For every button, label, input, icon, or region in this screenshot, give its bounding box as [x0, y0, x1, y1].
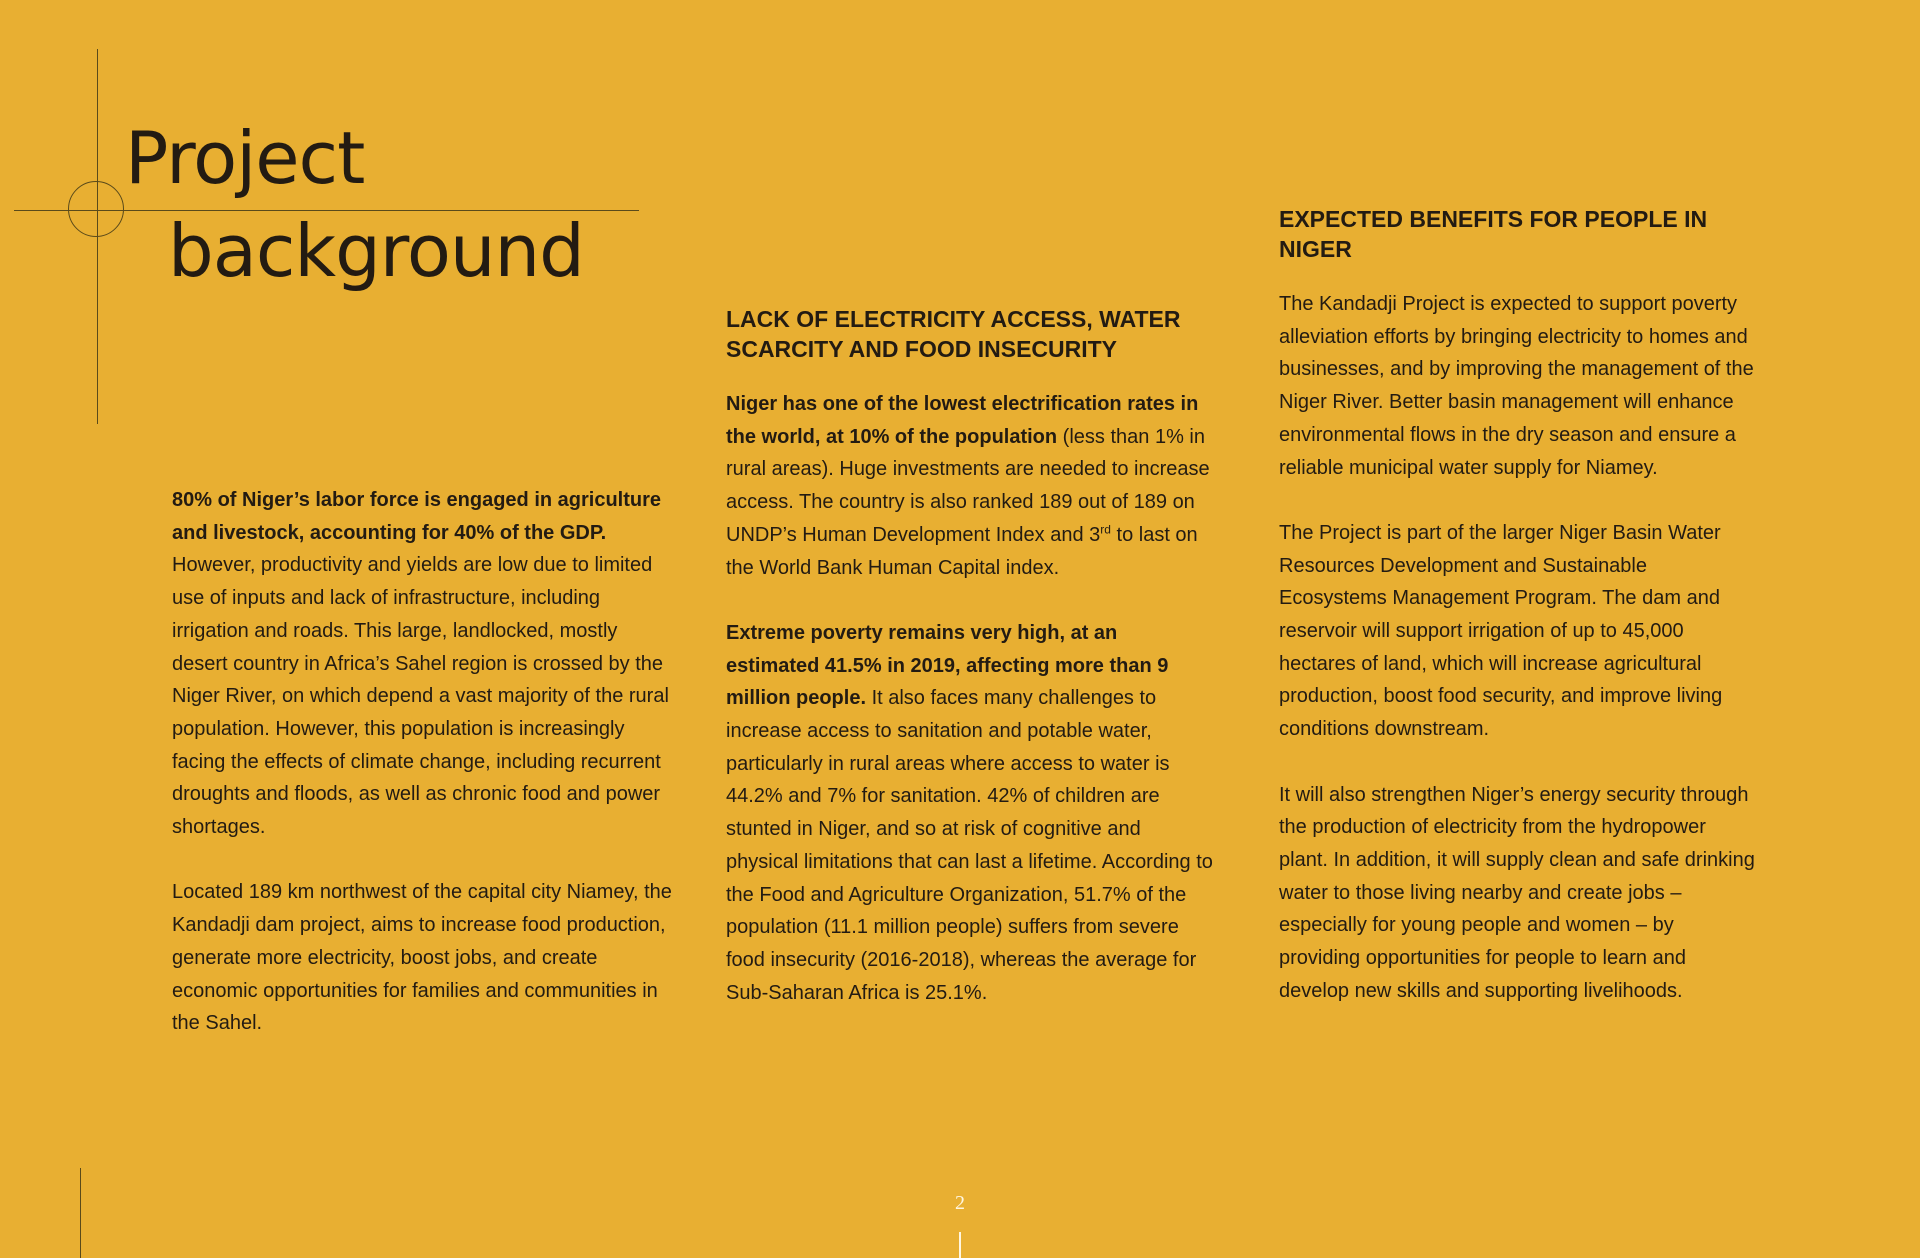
- challenges-paragraph-2-text: It also faces many challenges to increase access to sanitation and potable water, particularly in rural areas where access to water is 44.2% and 7% for sanitation. 42% of children are stunted in Niger, and so at risk of cognitive and physical limitations that can last a lifetime. According to the Food and Agriculture Organization, 51.7% of the population (11.1 million people) suffers from severe food insecurity (2016-2018), whereas the average for Sub-Saharan Africa is 25.1%.: [726, 687, 1213, 1004]
- benefits-paragraph-1: The Kandadji Project is expected to support poverty alleviation efforts by bringing electricity to homes and businesses, and by improving the management of the Niger River. Better basin management will enhance environmental flows in the dry season and ensure a reliable municipal water supply for Niamey.: [1279, 293, 1754, 479]
- page-title: [125, 112, 584, 298]
- page-number: 2: [955, 1192, 965, 1214]
- intro-paragraph-1-text: However, productivity and yields are low due to limited use of inputs and lack of infrastructure, including irrigation and roads. This large, landlocked, mostly desert country in Africa’s Sahel region is crossed by the Niger River, on which depend a vast majority of the rural population. However, this population is increasingly facing the effects of climate change, including recurrent droughts and floods, as well as chronic food and power shortages.: [172, 554, 669, 839]
- challenges-paragraph-2: [726, 617, 1216, 1009]
- challenges-paragraph-2-bold: Extreme poverty remains very high, at an estimated 41.5% in 2019, affecting more than 9 million people.: [726, 621, 1169, 710]
- column-intro: [172, 484, 672, 1073]
- challenges-paragraph-1-bold: Niger has one of the lowest electrification rates in the world, at 10% of the population: [726, 393, 1199, 448]
- challenges-paragraph-1: [726, 388, 1216, 584]
- page-title-line-1: Project: [125, 116, 365, 200]
- bottom-left-rule: [80, 1168, 81, 1258]
- column-challenges: [726, 304, 1216, 1042]
- page-number-tick: [959, 1232, 961, 1258]
- challenges-paragraph-1-text-a: (less than 1% in rural areas). Huge investments are needed to increase access. The country is also ranked 189 out of 189 on UNDP’s Human Development Index and 3: [726, 425, 1210, 546]
- intro-paragraph-1-bold: 80% of Niger’s labor force is engaged in agriculture and livestock, accounting for 40% of the GDP.: [172, 489, 662, 544]
- challenges-paragraph-1-text-b: to last on the World Bank Human Capital index.: [726, 523, 1198, 579]
- ordinal-superscript: rd: [1100, 522, 1111, 537]
- intro-paragraph-2: Located 189 km northwest of the capital city Niamey, the Kandadji dam project, aims to increase food production, generate more electricity, boost jobs, and create economic opportunities for families and communities in the Sahel.: [172, 881, 672, 1035]
- benefits-heading: EXPECTED BENEFITS FOR PEOPLE IN NIGER: [1279, 206, 1708, 262]
- benefits-paragraph-3: It will also strengthen Niger’s energy security through the production of electricity from the hydropower plant. In addition, it will supply clean and safe drinking water to those living nearby and create jobs – especially for young people and women – by providing opportunities for people to learn and develop new skills and supporting livelihoods.: [1279, 783, 1755, 1002]
- column-benefits: [1279, 204, 1759, 1040]
- crosshair-circle-icon: [68, 181, 124, 237]
- page-title-line-2: background: [168, 209, 584, 293]
- challenges-heading: LACK OF ELECTRICITY ACCESS, WATER SCARCITY AND FOOD INSECURITY: [726, 306, 1181, 362]
- benefits-paragraph-2: The Project is part of the larger Niger Basin Water Resources Development and Sustainable Ecosystems Management Program. The dam and reservoir will support irrigation of up to 45,000 hectares of land, which will increase agricultural production, boost food security, and improve living conditions downstream.: [1279, 521, 1723, 741]
- intro-paragraph-1: [172, 484, 672, 844]
